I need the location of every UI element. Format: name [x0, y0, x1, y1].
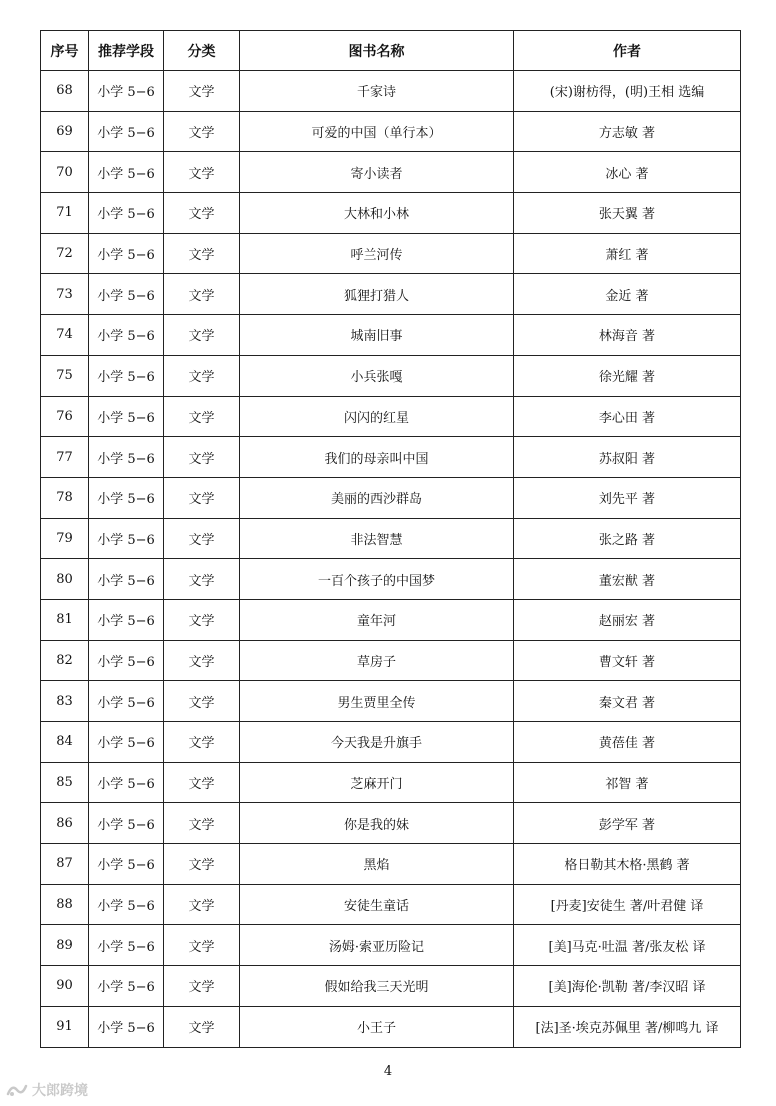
cell-category: 文学: [164, 966, 240, 1007]
header-author: 作者: [514, 31, 741, 71]
table-row: [41, 477, 741, 518]
cell-stage: 小学 5−6: [89, 193, 164, 234]
table-body: [41, 71, 741, 1048]
cell-category: 文学: [164, 599, 240, 640]
header-category: 分类: [164, 31, 240, 71]
book-list-table: [40, 30, 741, 1048]
cell-category: 文学: [164, 925, 240, 966]
cell-title: 大林和小林: [240, 193, 514, 234]
cell-author: [丹麦]安徒生 著/叶君健 译: [514, 884, 741, 925]
cell-no: 87: [41, 844, 89, 885]
table-row: [41, 803, 741, 844]
table-row: [41, 355, 741, 396]
brand-logo-icon: [6, 1082, 28, 1098]
table-row: [41, 315, 741, 356]
cell-stage: 小学 5−6: [89, 152, 164, 193]
cell-category: 文学: [164, 477, 240, 518]
cell-author: 张之路 著: [514, 518, 741, 559]
table-row: [41, 722, 741, 763]
cell-no: 69: [41, 111, 89, 152]
cell-title: 寄小读者: [240, 152, 514, 193]
header-stage: 推荐学段: [89, 31, 164, 71]
page-number: 4: [383, 1064, 393, 1079]
cell-title: 闪闪的红星: [240, 396, 514, 437]
cell-title: 安徒生童话: [240, 884, 514, 925]
cell-title: 非法智慧: [240, 518, 514, 559]
cell-no: 89: [41, 925, 89, 966]
cell-author: [美]马克·吐温 著/张友松 译: [514, 925, 741, 966]
table-row: [41, 559, 741, 600]
table-row: [41, 193, 741, 234]
cell-no: 78: [41, 477, 89, 518]
cell-category: 文学: [164, 437, 240, 478]
cell-title: 黑焰: [240, 844, 514, 885]
cell-no: 83: [41, 681, 89, 722]
watermark-text: 大郎跨境: [32, 1083, 88, 1099]
cell-category: 文学: [164, 396, 240, 437]
cell-no: 72: [41, 233, 89, 274]
cell-title: 草房子: [240, 640, 514, 681]
cell-author: 黄蓓佳 著: [514, 722, 741, 763]
cell-stage: 小学 5−6: [89, 925, 164, 966]
cell-author: 祁智 著: [514, 762, 741, 803]
table-header: [41, 31, 741, 71]
cell-no: 77: [41, 437, 89, 478]
cell-category: 文学: [164, 803, 240, 844]
cell-title: 今天我是升旗手: [240, 722, 514, 763]
cell-author: 方志敏 著: [514, 111, 741, 152]
cell-category: 文学: [164, 884, 240, 925]
table-row: [41, 71, 741, 112]
cell-no: 90: [41, 966, 89, 1007]
cell-title: 芝麻开门: [240, 762, 514, 803]
table-row: [41, 966, 741, 1007]
cell-title: 男生贾里全传: [240, 681, 514, 722]
cell-category: 文学: [164, 111, 240, 152]
cell-category: 文学: [164, 233, 240, 274]
cell-no: 76: [41, 396, 89, 437]
cell-author: [法]圣·埃克苏佩里 著/柳鸣九 译: [514, 1006, 741, 1047]
cell-stage: 小学 5−6: [89, 111, 164, 152]
cell-stage: 小学 5−6: [89, 559, 164, 600]
cell-category: 文学: [164, 722, 240, 763]
cell-no: 85: [41, 762, 89, 803]
cell-title: 千家诗: [240, 71, 514, 112]
cell-author: 赵丽宏 著: [514, 599, 741, 640]
cell-no: 71: [41, 193, 89, 234]
cell-author: (宋)谢枋得，(明)王相 选编: [514, 71, 741, 112]
cell-stage: 小学 5−6: [89, 71, 164, 112]
cell-category: 文学: [164, 1006, 240, 1047]
cell-no: 86: [41, 803, 89, 844]
cell-no: 81: [41, 599, 89, 640]
cell-author: 苏叔阳 著: [514, 437, 741, 478]
cell-stage: 小学 5−6: [89, 966, 164, 1007]
cell-no: 73: [41, 274, 89, 315]
cell-author: 李心田 著: [514, 396, 741, 437]
cell-category: 文学: [164, 193, 240, 234]
cell-title: 城南旧事: [240, 315, 514, 356]
cell-no: 91: [41, 1006, 89, 1047]
table-row: [41, 437, 741, 478]
cell-author: 林海音 著: [514, 315, 741, 356]
cell-no: 84: [41, 722, 89, 763]
table-row: [41, 762, 741, 803]
cell-no: 70: [41, 152, 89, 193]
table-row: [41, 599, 741, 640]
cell-author: 张天翼 著: [514, 193, 741, 234]
cell-stage: 小学 5−6: [89, 315, 164, 356]
cell-author: 格日勒其木格·黑鹤 著: [514, 844, 741, 885]
cell-category: 文学: [164, 152, 240, 193]
cell-stage: 小学 5−6: [89, 803, 164, 844]
cell-stage: 小学 5−6: [89, 844, 164, 885]
cell-no: 79: [41, 518, 89, 559]
header-title: 图书名称: [240, 31, 514, 71]
cell-author: 秦文君 著: [514, 681, 741, 722]
cell-no: 68: [41, 71, 89, 112]
cell-category: 文学: [164, 762, 240, 803]
cell-title: 小兵张嘎: [240, 355, 514, 396]
cell-author: 徐光耀 著: [514, 355, 741, 396]
cell-category: 文学: [164, 640, 240, 681]
cell-author: 刘先平 著: [514, 477, 741, 518]
cell-category: 文学: [164, 559, 240, 600]
table-row: [41, 152, 741, 193]
cell-title: 可爱的中国（单行本）: [240, 111, 514, 152]
cell-no: 80: [41, 559, 89, 600]
cell-author: 金近 著: [514, 274, 741, 315]
table-row: [41, 396, 741, 437]
cell-title: 汤姆·索亚历险记: [240, 925, 514, 966]
cell-author: 萧红 著: [514, 233, 741, 274]
header-no: 序号: [41, 31, 89, 71]
cell-stage: 小学 5−6: [89, 722, 164, 763]
cell-no: 82: [41, 640, 89, 681]
cell-title: 狐狸打猎人: [240, 274, 514, 315]
cell-category: 文学: [164, 315, 240, 356]
cell-title: 童年河: [240, 599, 514, 640]
cell-author: 冰心 著: [514, 152, 741, 193]
table-row: [41, 640, 741, 681]
cell-title: 假如给我三天光明: [240, 966, 514, 1007]
cell-category: 文学: [164, 71, 240, 112]
cell-category: 文学: [164, 274, 240, 315]
cell-stage: 小学 5−6: [89, 884, 164, 925]
cell-author: 董宏猷 著: [514, 559, 741, 600]
cell-author: 彭学军 著: [514, 803, 741, 844]
cell-stage: 小学 5−6: [89, 599, 164, 640]
cell-stage: 小学 5−6: [89, 355, 164, 396]
table-row: [41, 844, 741, 885]
header-row: [41, 31, 741, 71]
table-row: [41, 233, 741, 274]
cell-title: 小王子: [240, 1006, 514, 1047]
cell-category: 文学: [164, 355, 240, 396]
cell-no: 74: [41, 315, 89, 356]
table-row: [41, 925, 741, 966]
watermark: [6, 1080, 88, 1100]
cell-stage: 小学 5−6: [89, 437, 164, 478]
cell-category: 文学: [164, 681, 240, 722]
cell-title: 你是我的妹: [240, 803, 514, 844]
cell-stage: 小学 5−6: [89, 477, 164, 518]
table-row: [41, 111, 741, 152]
cell-stage: 小学 5−6: [89, 396, 164, 437]
cell-title: 美丽的西沙群岛: [240, 477, 514, 518]
cell-no: 88: [41, 884, 89, 925]
cell-author: 曹文轩 著: [514, 640, 741, 681]
cell-category: 文学: [164, 844, 240, 885]
cell-stage: 小学 5−6: [89, 640, 164, 681]
cell-stage: 小学 5−6: [89, 681, 164, 722]
table-row: [41, 681, 741, 722]
cell-author: [美]海伦·凯勒 著/李汉昭 译: [514, 966, 741, 1007]
cell-stage: 小学 5−6: [89, 762, 164, 803]
cell-category: 文学: [164, 518, 240, 559]
cell-stage: 小学 5−6: [89, 233, 164, 274]
cell-title: 一百个孩子的中国梦: [240, 559, 514, 600]
cell-title: 我们的母亲叫中国: [240, 437, 514, 478]
cell-stage: 小学 5−6: [89, 518, 164, 559]
cell-title: 呼兰河传: [240, 233, 514, 274]
cell-stage: 小学 5−6: [89, 1006, 164, 1047]
cell-no: 75: [41, 355, 89, 396]
table-row: [41, 518, 741, 559]
table-row: [41, 884, 741, 925]
cell-stage: 小学 5−6: [89, 274, 164, 315]
table-row: [41, 1006, 741, 1047]
table-row: [41, 274, 741, 315]
